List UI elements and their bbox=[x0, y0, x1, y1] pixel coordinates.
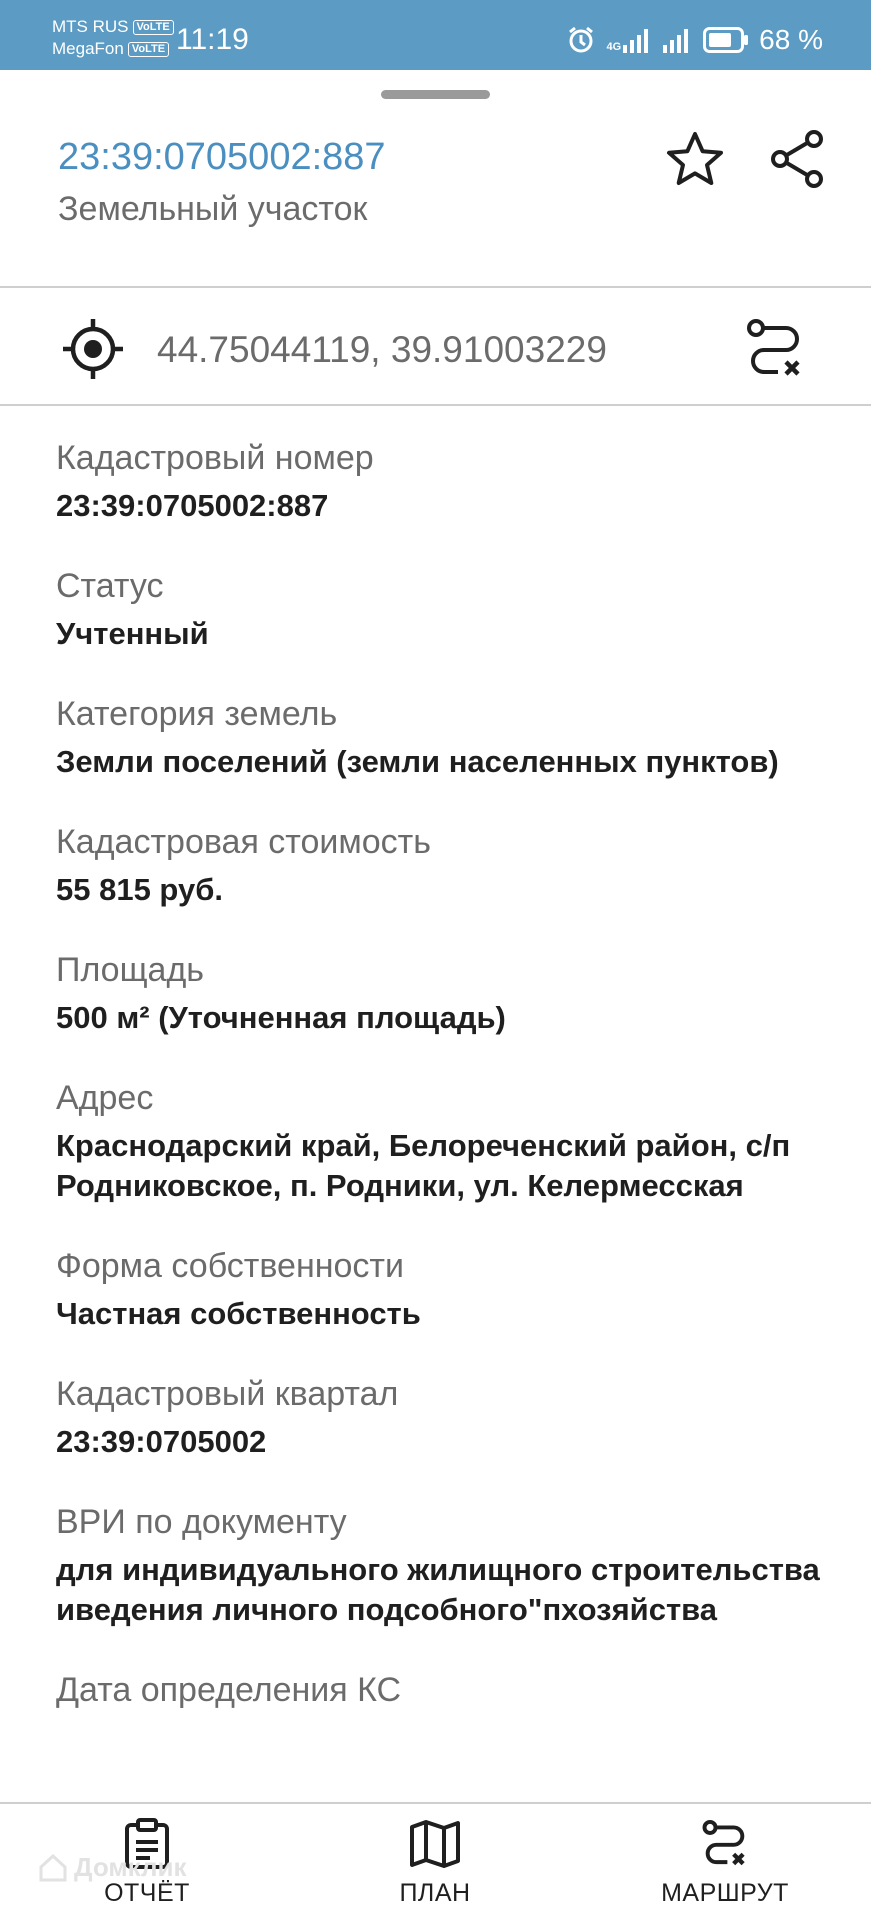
field-value: 500 м² (Уточненная площадь) bbox=[56, 1000, 506, 1035]
alarm-icon bbox=[566, 25, 596, 55]
battery-icon bbox=[703, 27, 749, 53]
field-label: Адрес bbox=[56, 1079, 154, 1117]
field-address bbox=[56, 1074, 871, 1206]
nav-route[interactable] bbox=[650, 1818, 800, 1908]
field-cadastral-number bbox=[56, 434, 871, 526]
field-ownership bbox=[56, 1242, 871, 1334]
carrier-2: MegaFon bbox=[52, 39, 124, 58]
route-icon bbox=[700, 1818, 750, 1870]
field-status bbox=[56, 562, 871, 654]
watermark-logo-icon bbox=[38, 1853, 68, 1883]
battery-percent: 68 % bbox=[759, 24, 823, 55]
field-label: Статус bbox=[56, 567, 164, 605]
page-subtitle: Земельный участок bbox=[58, 190, 368, 228]
field-cadastral-quarter bbox=[56, 1370, 871, 1462]
field-land-category bbox=[56, 690, 871, 782]
clock: 11:19 bbox=[176, 23, 249, 56]
status-icons bbox=[566, 22, 823, 58]
nav-label: ПЛАН bbox=[399, 1879, 471, 1907]
divider bbox=[0, 404, 871, 406]
field-value: для индивидуального жилищного строительства иведения личного подсобного"пхозяйства bbox=[56, 1552, 820, 1627]
carriers bbox=[52, 16, 174, 60]
field-label: Кадастровый номер bbox=[56, 439, 374, 477]
field-label: Кадастровая стоимость bbox=[56, 823, 431, 861]
field-value: Краснодарский край, Белореченский район, с/п Родниковское, п. Родники, ул. Келермесская bbox=[56, 1128, 791, 1203]
divider bbox=[0, 286, 871, 288]
favorite-button[interactable] bbox=[660, 124, 730, 194]
field-label: Дата определения КС bbox=[56, 1671, 402, 1709]
share-button[interactable] bbox=[762, 124, 832, 194]
nav-label: МАРШРУТ bbox=[661, 1879, 789, 1907]
field-label: Форма собственности bbox=[56, 1247, 404, 1285]
nav-plan[interactable] bbox=[370, 1818, 500, 1908]
field-value: 55 815 руб. bbox=[56, 872, 223, 907]
volte-badge: VoLTE bbox=[128, 42, 169, 57]
status-bar bbox=[0, 0, 871, 70]
field-label: Категория земель bbox=[56, 695, 338, 733]
volte-badge: VoLTE bbox=[133, 20, 174, 35]
field-valuation-date bbox=[56, 1666, 871, 1714]
field-label: ВРИ по документу bbox=[56, 1503, 347, 1541]
map-icon bbox=[409, 1818, 461, 1870]
location-target-icon[interactable] bbox=[60, 316, 126, 382]
field-permitted-use bbox=[56, 1498, 871, 1630]
star-icon bbox=[665, 130, 725, 188]
signal-icon bbox=[663, 27, 693, 53]
field-value: Учтенный bbox=[56, 616, 209, 651]
share-icon bbox=[768, 129, 826, 189]
field-area bbox=[56, 946, 871, 1038]
details-list bbox=[56, 434, 871, 1750]
carrier-1: MTS RUS bbox=[52, 17, 129, 36]
watermark-text: Домклик bbox=[74, 1852, 187, 1882]
sheet-drag-handle[interactable] bbox=[381, 90, 490, 99]
field-value: Земли поселений (земли населенных пунктов) bbox=[56, 744, 779, 779]
field-label: Площадь bbox=[56, 951, 205, 989]
field-value[interactable]: 23:39:0705002:887 bbox=[56, 488, 329, 523]
field-cadastral-value bbox=[56, 818, 871, 910]
field-value[interactable]: 23:39:0705002 bbox=[56, 1424, 267, 1459]
field-label: Кадастровый квартал bbox=[56, 1375, 399, 1413]
page-title: 23:39:0705002:887 bbox=[58, 136, 386, 178]
nav-label: ОТЧЁТ bbox=[104, 1879, 190, 1907]
route-icon bbox=[744, 316, 806, 382]
field-value: Частная собственность bbox=[56, 1296, 421, 1331]
coordinates[interactable]: 44.75044119, 39.91003229 bbox=[157, 329, 607, 370]
route-button[interactable] bbox=[744, 316, 806, 382]
watermark bbox=[38, 1852, 186, 1883]
signal-4g-icon: 4G bbox=[606, 27, 653, 53]
details-scroll-area[interactable] bbox=[0, 420, 871, 1802]
